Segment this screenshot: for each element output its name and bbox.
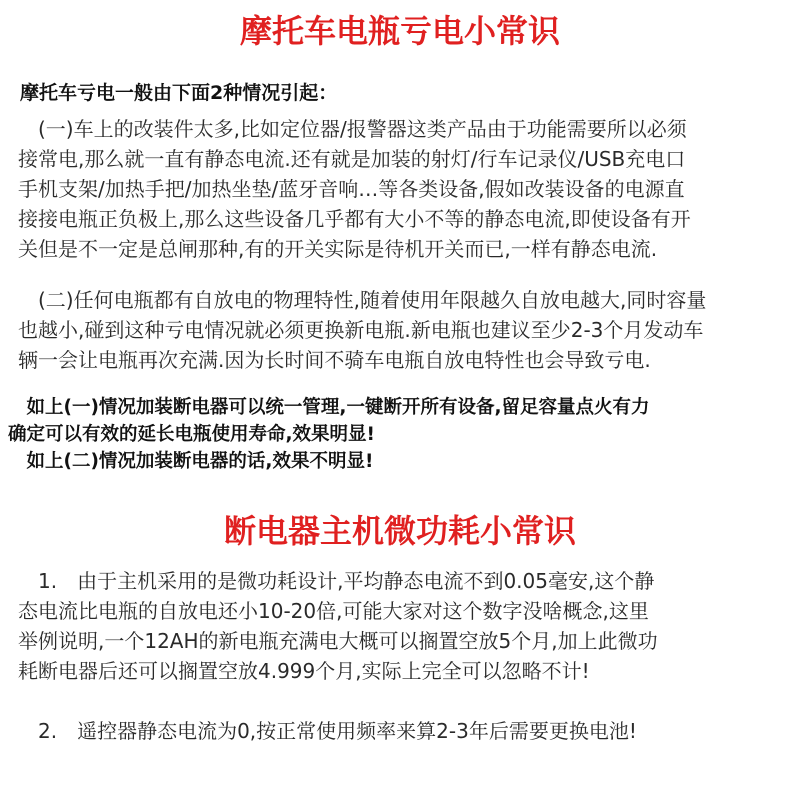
text-line: 1. 由于主机采用的是微功耗设计,平均静态电流不到0.05毫安,这个静 <box>18 569 655 593</box>
text-line: 耗断电器后还可以搁置空放4.999个月,实际上完全可以忽略不计! <box>18 659 590 683</box>
paragraph-point-2 <box>18 716 788 746</box>
conclusion-line: 如上(二)情况加装断电器的话,效果不明显! <box>8 451 374 472</box>
text-line: 辆一会让电瓶再次充满.因为长时间不骑车电瓶自放电特性也会导致亏电. <box>18 348 651 372</box>
text-line: 接接电瓶正负极上,那么这些设备几乎都有大小不等的静态电流,即使设备有开 <box>18 207 691 231</box>
conclusion-line: 确定可以有效的延长电瓶使用寿命,效果明显! <box>8 424 375 445</box>
subheading-causes: 摩托车亏电一般由下面2种情况引起： <box>20 82 338 104</box>
text-line: 手机支架/加热手把/加热坐垫/蓝牙音响…等各类设备,假如改装设备的电源直 <box>18 177 685 201</box>
conclusion-line: 如上(一)情况加装断电器可以统一管理,一键断开所有设备,留足容量点火有力 <box>8 397 650 418</box>
text-line: 2. 遥控器静态电流为0,按正常使用频率来算2-3年后需要更换电池! <box>18 719 637 743</box>
text-line: 态电流比电瓶的自放电还小10-20倍,可能大家对这个数字没啥概念,这里 <box>18 599 649 623</box>
text-line: 关但是不一定是总闸那种,有的开关实际是待机开关而已,一样有静态电流. <box>18 237 658 261</box>
text-line: (二)任何电瓶都有自放电的物理特性,随着使用年限越久自放电越大,同时容量 <box>18 288 707 312</box>
text-line: 也越小,碰到这种亏电情况就必须更换新电瓶.新电瓶也建议至少2-3个月发动车 <box>18 318 704 342</box>
title-battery-drain: 摩托车电瓶亏电小常识 <box>239 12 560 50</box>
text-line: 接常电,那么就一直有静态电流.还有就是加装的射灯/行车记录仪/USB充电口 <box>18 147 686 171</box>
text-line: (一)车上的改装件太多,比如定位器/报警器这类产品由于功能需要所以必须 <box>18 117 687 141</box>
paragraph-point-1 <box>18 566 788 686</box>
text-line: 举例说明,一个12AH的新电瓶充满电大概可以搁置空放5个月,加上此微功 <box>18 629 658 653</box>
paragraph-cause-1 <box>18 114 788 264</box>
conclusion-block <box>8 394 794 475</box>
title-low-power: 断电器主机微功耗小常识 <box>223 512 576 550</box>
paragraph-cause-2 <box>18 285 788 375</box>
